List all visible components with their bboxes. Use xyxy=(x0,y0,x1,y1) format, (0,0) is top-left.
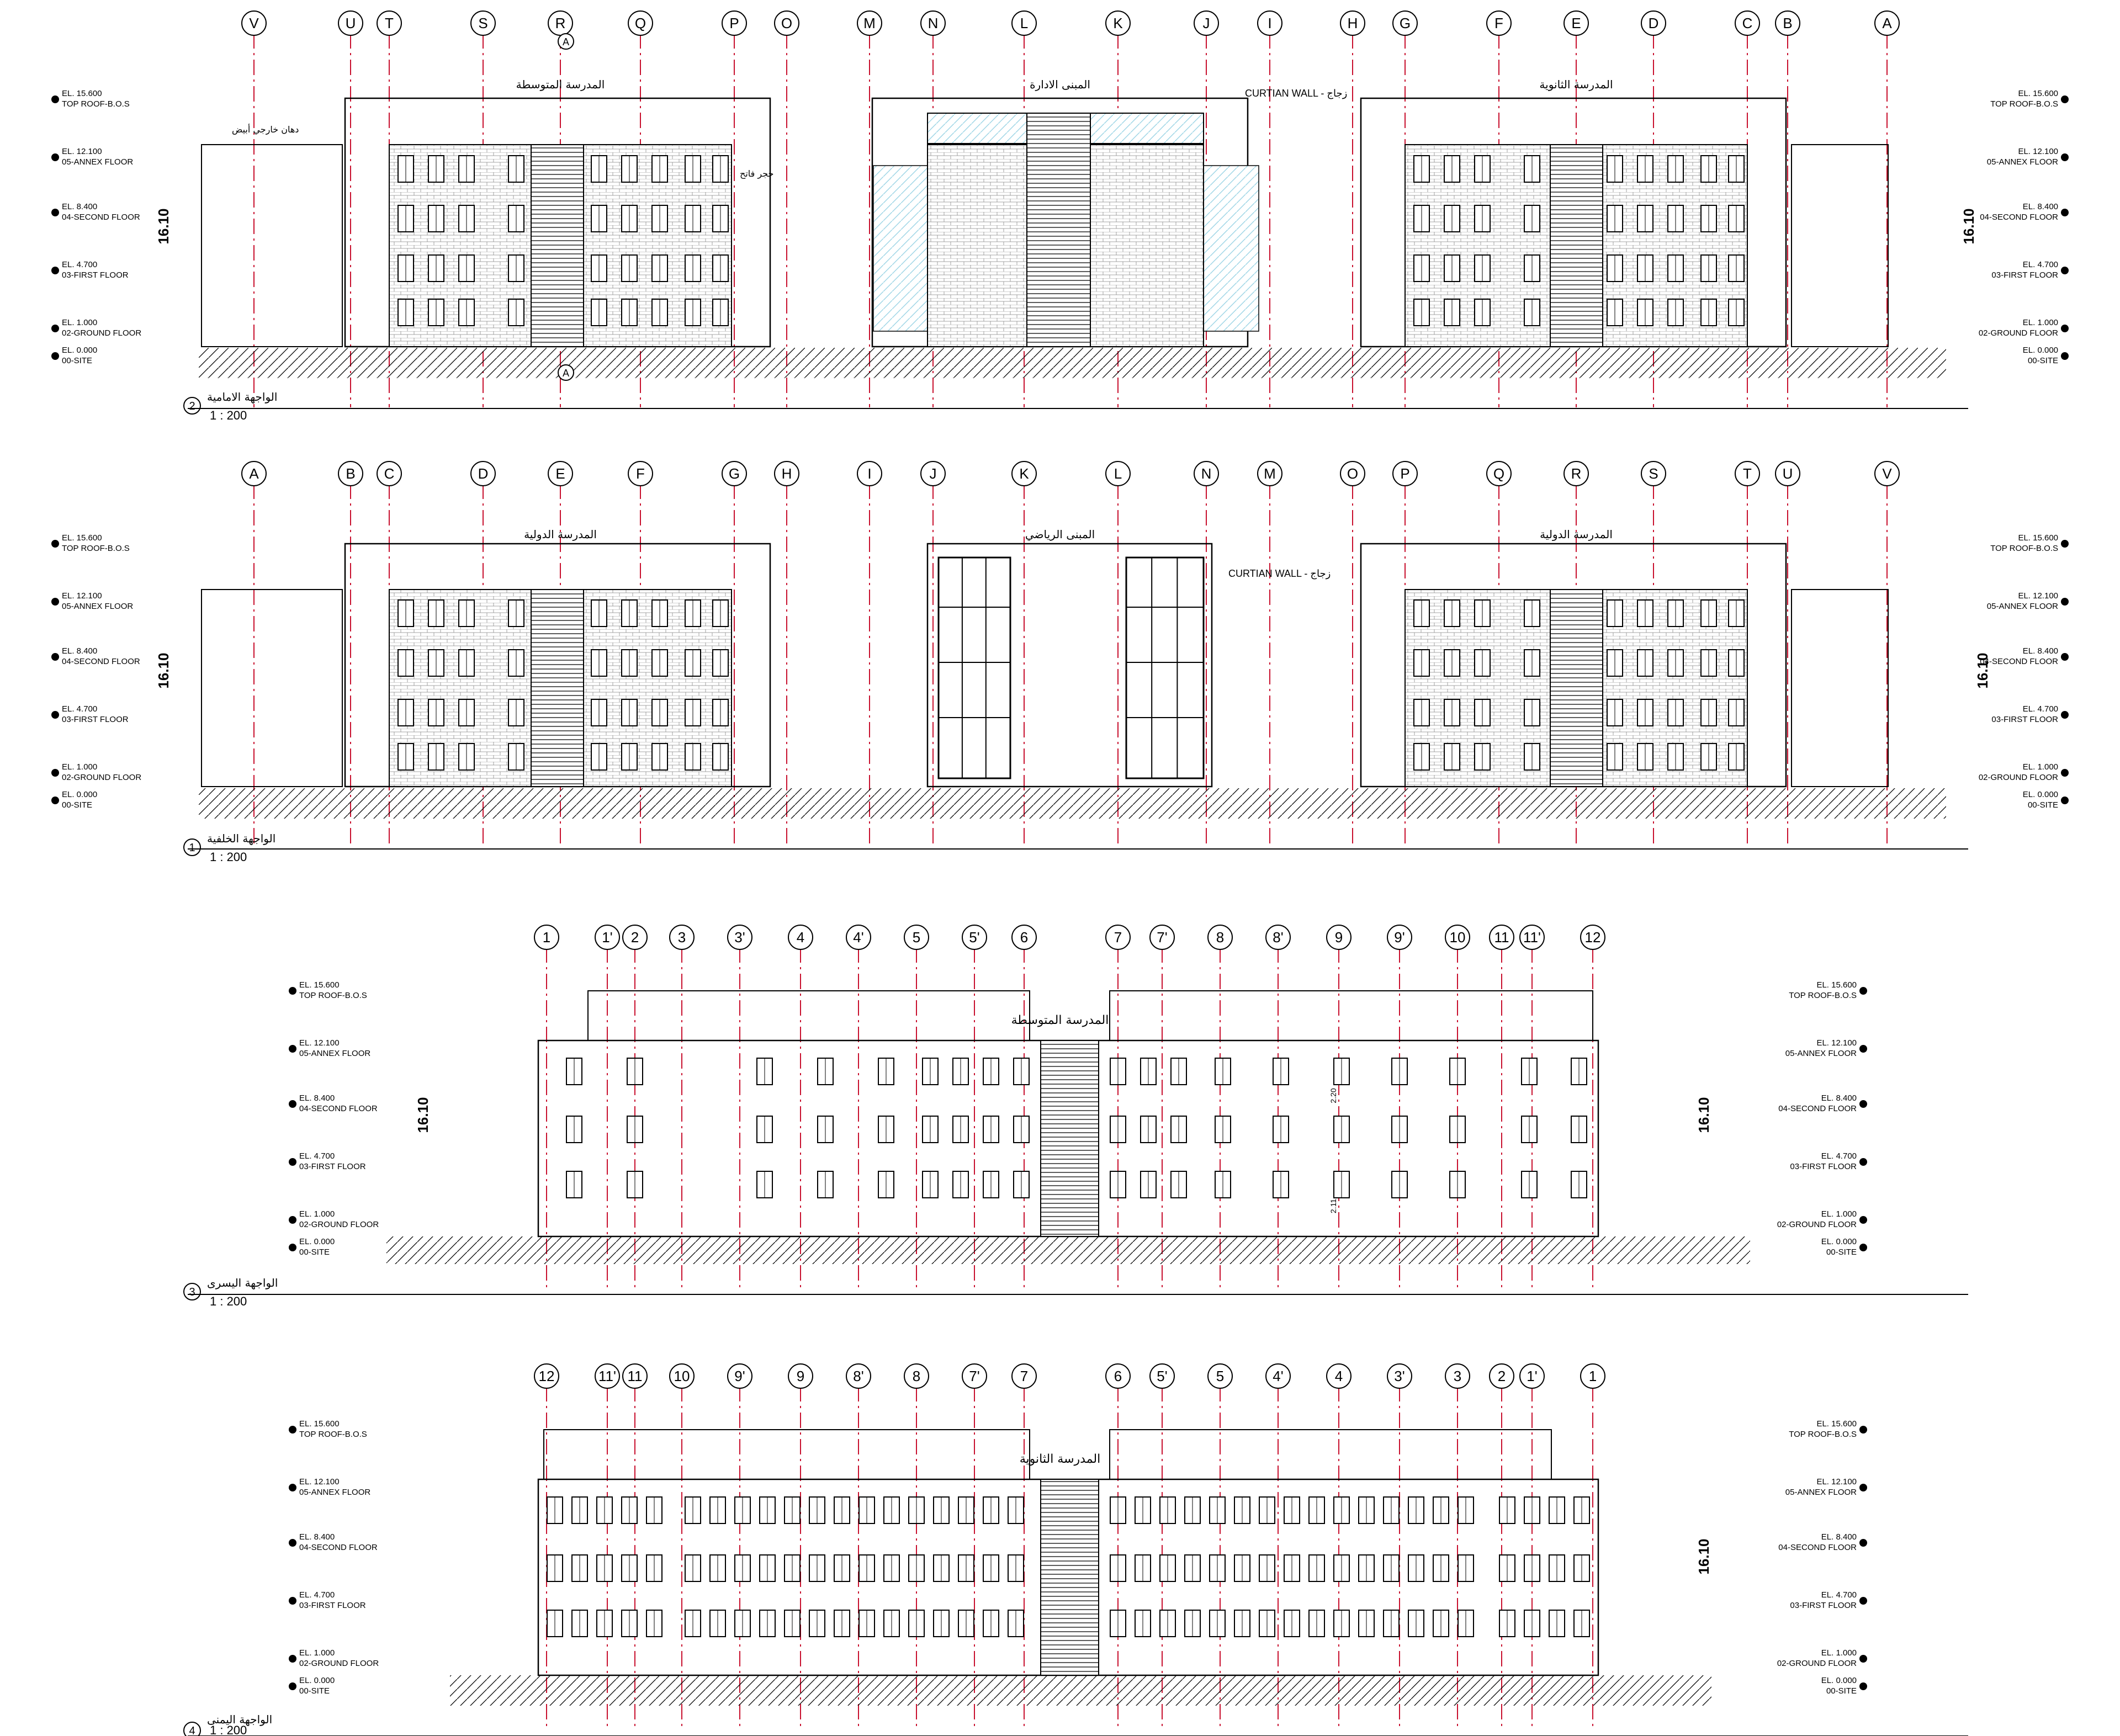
level-elevation: EL. 15.600 xyxy=(299,980,340,990)
level-name: 05-ANNEX FLOOR xyxy=(1986,602,2058,611)
view-title: الواجهة اليسرى xyxy=(207,1276,278,1289)
level-marker-icon xyxy=(2061,653,2069,661)
level-elevation: EL. 4.700 xyxy=(299,1590,335,1600)
stair-tower-admin xyxy=(1027,113,1090,347)
level-elevation: EL. 0.000 xyxy=(62,790,98,799)
level-marker-icon xyxy=(2061,352,2069,360)
level-elevation: EL. 15.600 xyxy=(1816,1419,1857,1429)
grid-label: R xyxy=(555,15,566,31)
level-name: 04-SECOND FLOOR xyxy=(1778,1543,1857,1552)
grid-label: Q xyxy=(634,15,646,31)
level-elevation: EL. 12.100 xyxy=(62,147,102,156)
view-scale: 1 : 200 xyxy=(210,1294,247,1308)
building-name: المبنى الادارة xyxy=(1030,78,1090,91)
level-name: TOP ROOF-B.O.S xyxy=(62,544,130,553)
view-title: الواجهة الخلفية xyxy=(207,832,276,845)
level-name: 04-SECOND FLOOR xyxy=(299,1104,378,1113)
curtain-wall-right xyxy=(1126,558,1204,778)
level-name: 05-ANNEX FLOOR xyxy=(1785,1488,1857,1497)
level-elevation: EL. 1.000 xyxy=(2022,762,2058,772)
level-marker-icon xyxy=(1859,1539,1867,1547)
level-elevation: EL. 0.000 xyxy=(2022,346,2058,355)
level-marker-icon xyxy=(1859,1426,1867,1434)
grid-label: 12 xyxy=(1584,929,1601,946)
grid-label: V xyxy=(249,15,259,31)
level-elevation: EL. 1.000 xyxy=(62,762,98,772)
level-elevation: EL. 8.400 xyxy=(62,646,98,656)
grid-label: 10 xyxy=(1449,929,1466,946)
dim-total: 16.10 xyxy=(155,208,172,245)
grid-label: V xyxy=(1882,465,1892,482)
grid-label: U xyxy=(1782,465,1793,482)
grid-label: F xyxy=(636,465,645,482)
grid-label: L xyxy=(1020,15,1029,31)
grid-label: 6 xyxy=(1114,1368,1122,1384)
level-name: TOP ROOF-B.O.S xyxy=(299,1430,367,1439)
annex-left xyxy=(202,145,342,347)
stair-tower-left xyxy=(531,590,584,787)
level-marker-icon xyxy=(51,325,59,332)
level-marker-icon xyxy=(289,1682,296,1690)
level-name: 02-GROUND FLOOR xyxy=(1777,1659,1857,1668)
level-elevation: EL. 1.000 xyxy=(299,1648,335,1658)
level-elevation: EL. 1.000 xyxy=(1821,1209,1857,1219)
paint-note: دهان خارجي أبيض xyxy=(232,124,299,135)
level-marker-icon xyxy=(289,987,296,995)
level-elevation: EL. 15.600 xyxy=(1816,980,1857,990)
grid-label: 3' xyxy=(1394,1368,1405,1384)
grid-label: H xyxy=(781,465,792,482)
grid-label: B xyxy=(1783,15,1793,31)
grid-label: 12 xyxy=(538,1368,555,1384)
grid-label: M xyxy=(1264,465,1276,482)
level-name: 02-GROUND FLOOR xyxy=(299,1220,379,1229)
building-name: المدرسة المتوسطة xyxy=(1011,1013,1109,1027)
level-elevation: EL. 1.000 xyxy=(299,1209,335,1219)
dim-total: 16.10 xyxy=(1960,208,1977,245)
level-marker-icon xyxy=(289,1426,296,1434)
level-elevation: EL. 15.600 xyxy=(2018,533,2058,543)
level-marker-icon xyxy=(289,1100,296,1108)
level-marker-icon xyxy=(51,352,59,360)
dim-total: 16.10 xyxy=(155,652,172,689)
level-marker-icon xyxy=(2061,540,2069,548)
grid-label: D xyxy=(478,465,489,482)
level-name: TOP ROOF-B.O.S xyxy=(1990,544,2058,553)
grid-label: 8 xyxy=(912,1368,921,1384)
level-marker-icon xyxy=(51,598,59,606)
level-name: 05-ANNEX FLOOR xyxy=(62,602,134,611)
level-marker-icon xyxy=(1859,1484,1867,1491)
level-name: 03-FIRST FLOOR xyxy=(299,1162,366,1171)
grid-label: I xyxy=(1268,15,1272,31)
grid-label: 5 xyxy=(1216,1368,1225,1384)
level-name: 02-GROUND FLOOR xyxy=(1978,773,2058,782)
grid-label: I xyxy=(867,465,872,482)
grid-label: 3' xyxy=(734,929,745,946)
level-name: 05-ANNEX FLOOR xyxy=(299,1049,371,1058)
grid-label: 4' xyxy=(853,929,864,946)
roof-volume-left xyxy=(544,1430,1030,1479)
building-outlines-right xyxy=(538,1430,1598,1675)
view-number: 3 xyxy=(189,1286,195,1298)
level-elevation: EL. 15.600 xyxy=(2018,89,2058,98)
level-name: 03-FIRST FLOOR xyxy=(1991,270,2058,280)
level-marker-icon xyxy=(51,267,59,274)
roof-volume-right xyxy=(1110,991,1593,1040)
view-title: الواجهة الامامية xyxy=(207,390,278,404)
level-marker-icon xyxy=(2061,209,2069,216)
level-name: 00-SITE xyxy=(299,1247,330,1257)
level-name: 04-SECOND FLOOR xyxy=(1778,1104,1857,1113)
glass-panel-left xyxy=(873,166,929,331)
grid-label: 2 xyxy=(630,929,639,946)
level-name: 03-FIRST FLOOR xyxy=(1790,1162,1857,1171)
level-name: 05-ANNEX FLOOR xyxy=(62,157,134,167)
level-marker-icon xyxy=(1859,1682,1867,1690)
grid-label: T xyxy=(1743,465,1752,482)
level-marker-icon xyxy=(2061,267,2069,274)
level-elevation: EL. 0.000 xyxy=(2022,790,2058,799)
view-scale: 1 : 200 xyxy=(210,1723,247,1736)
grid-label: C xyxy=(384,465,395,482)
elevation-left xyxy=(184,925,1968,1308)
level-name: 00-SITE xyxy=(1826,1686,1857,1696)
grid-label: 1' xyxy=(602,929,613,946)
grid-label: E xyxy=(1571,15,1581,31)
grid-label: M xyxy=(863,15,876,31)
level-name: 03-FIRST FLOOR xyxy=(299,1601,366,1610)
annex-left xyxy=(202,590,342,787)
level-name: 02-GROUND FLOOR xyxy=(1777,1220,1857,1229)
grid-label: 7 xyxy=(1114,929,1122,946)
level-elevation: EL. 12.100 xyxy=(299,1477,340,1487)
grid-label: 9 xyxy=(796,1368,805,1384)
glass-panel-right xyxy=(1204,166,1259,331)
grid-label: 11 xyxy=(1494,929,1509,946)
grid-label: O xyxy=(1347,465,1359,482)
grid-label: 6 xyxy=(1020,929,1029,946)
level-elevation: EL. 0.000 xyxy=(62,346,98,355)
grid-label: 8' xyxy=(853,1368,864,1384)
level-name: 03-FIRST FLOOR xyxy=(62,715,129,724)
level-name: 00-SITE xyxy=(62,800,93,810)
grid-label: C xyxy=(1742,15,1753,31)
level-name: 03-FIRST FLOOR xyxy=(1991,715,2058,724)
building-outlines-front xyxy=(202,98,1888,347)
level-name: 03-FIRST FLOOR xyxy=(1790,1601,1857,1610)
level-marker-icon xyxy=(289,1045,296,1053)
level-elevation: EL. 1.000 xyxy=(1821,1648,1857,1658)
level-marker-icon xyxy=(2061,797,2069,804)
level-name: TOP ROOF-B.O.S xyxy=(299,991,367,1000)
grid-label: 4' xyxy=(1273,1368,1284,1384)
curtain-wall-note: CURTIAN WALL - زجاج xyxy=(1245,88,1348,99)
building-name: المدرسة الدولية xyxy=(524,528,597,541)
level-name: 02-GROUND FLOOR xyxy=(62,328,142,338)
level-name: 03-FIRST FLOOR xyxy=(62,270,129,280)
grid-label: J xyxy=(929,465,937,482)
level-marker-icon xyxy=(1859,1655,1867,1663)
ground-hatch-front xyxy=(199,348,1946,378)
annex-right xyxy=(1792,145,1888,347)
grid-label: 11 xyxy=(627,1368,643,1384)
view-scale: 1 : 200 xyxy=(210,850,247,864)
building-name: المدرسة المتوسطة xyxy=(516,78,605,91)
grid-label: F xyxy=(1494,15,1503,31)
level-elevation: EL. 4.700 xyxy=(2022,704,2058,714)
grid-label: 7' xyxy=(969,1368,980,1384)
level-marker-icon xyxy=(1859,987,1867,995)
level-elevation: EL. 12.100 xyxy=(1816,1038,1857,1048)
grid-label: 9' xyxy=(734,1368,745,1384)
grid-label: D xyxy=(1648,15,1659,31)
grid-label: U xyxy=(345,15,356,31)
grid-label: A xyxy=(1882,15,1892,31)
dim-total: 16.10 xyxy=(415,1097,431,1133)
level-name: 00-SITE xyxy=(2027,356,2058,365)
stair-tower xyxy=(1041,1479,1099,1675)
level-elevation: EL. 4.700 xyxy=(62,260,98,269)
level-elevation: EL. 8.400 xyxy=(299,1532,335,1542)
ground-hatch-back xyxy=(199,788,1946,819)
level-elevation: EL. 8.400 xyxy=(2022,646,2058,656)
level-marker-icon xyxy=(289,1158,296,1166)
level-marker-icon xyxy=(289,1597,296,1605)
grid-label: S xyxy=(478,15,488,31)
grid-label: R xyxy=(1571,465,1582,482)
level-name: TOP ROOF-B.O.S xyxy=(1990,99,2058,109)
view-number: 1 xyxy=(189,842,195,854)
level-marker-icon xyxy=(51,797,59,804)
level-name: 02-GROUND FLOOR xyxy=(1978,328,2058,338)
curtain-wall-note: CURTIAN WALL - زجاج xyxy=(1228,568,1331,579)
level-elevation: EL. 4.700 xyxy=(1821,1590,1857,1600)
level-elevation: EL. 0.000 xyxy=(1821,1676,1857,1685)
level-name: TOP ROOF-B.O.S xyxy=(62,99,130,109)
grid-label: 7 xyxy=(1020,1368,1029,1384)
level-elevation: EL. 0.000 xyxy=(1821,1237,1857,1246)
grid-label: 8' xyxy=(1273,929,1284,946)
grid-label: 1' xyxy=(1527,1368,1538,1384)
level-elevation: EL. 12.100 xyxy=(2018,147,2058,156)
level-marker-icon xyxy=(51,540,59,548)
elevation-right xyxy=(184,1364,1968,1736)
ground-hatch-left xyxy=(386,1236,1750,1264)
building-outlines-left xyxy=(538,991,1598,1236)
building-name: المدرسة الثانوية xyxy=(1539,78,1613,91)
stair-tower-right xyxy=(1550,145,1603,347)
grid-label: 11' xyxy=(598,1368,616,1384)
grid-label: 10 xyxy=(674,1368,690,1384)
level-marker-icon xyxy=(51,95,59,103)
grid-label: N xyxy=(1201,465,1212,482)
grid-label: B xyxy=(346,465,356,482)
ground-hatch-right xyxy=(450,1675,1711,1706)
grid-label: 2 xyxy=(1497,1368,1506,1384)
level-name: TOP ROOF-B.O.S xyxy=(1789,991,1857,1000)
level-name: TOP ROOF-B.O.S xyxy=(1789,1430,1857,1439)
grid-label: H xyxy=(1347,15,1358,31)
dim-total: 16.10 xyxy=(1974,652,1991,689)
level-marker-icon xyxy=(289,1216,296,1224)
section-marker-label: A xyxy=(562,368,570,379)
level-elevation: EL. 15.600 xyxy=(62,89,102,98)
curtain-wall-left xyxy=(939,558,1010,778)
view-number: 4 xyxy=(189,1725,195,1736)
grid-label: 5' xyxy=(969,929,980,946)
grid-label: S xyxy=(1649,465,1658,482)
grid-label: G xyxy=(728,465,740,482)
grid-label: 1 xyxy=(1588,1368,1597,1384)
detail-dim: 2.20 xyxy=(1329,1088,1338,1103)
grid-label: K xyxy=(1019,465,1029,482)
level-elevation: EL. 12.100 xyxy=(2018,591,2058,601)
grid-label: L xyxy=(1114,465,1122,482)
grid-label: O xyxy=(781,15,793,31)
level-elevation: EL. 0.000 xyxy=(299,1237,335,1246)
grid-label: 1 xyxy=(542,929,551,946)
grid-label: N xyxy=(928,15,939,31)
section-marker-label: A xyxy=(562,36,570,47)
roof-volume-left xyxy=(588,991,1030,1040)
grid-label: 9 xyxy=(1334,929,1343,946)
grid-label: J xyxy=(1202,15,1210,31)
level-elevation: EL. 4.700 xyxy=(62,704,98,714)
grid-label: P xyxy=(1400,465,1410,482)
level-name: 02-GROUND FLOOR xyxy=(62,773,142,782)
level-marker-icon xyxy=(51,653,59,661)
grid-label: 3 xyxy=(1453,1368,1462,1384)
grid-label: 3 xyxy=(677,929,686,946)
level-name: 04-SECOND FLOOR xyxy=(62,213,140,222)
dim-total: 16.10 xyxy=(1695,1097,1712,1133)
grid-label: Q xyxy=(1493,465,1505,482)
level-marker-icon xyxy=(2061,769,2069,777)
detail-dim: 2.11 xyxy=(1329,1198,1338,1214)
level-name: 00-SITE xyxy=(2027,800,2058,810)
level-marker-icon xyxy=(2061,711,2069,719)
level-name: 00-SITE xyxy=(1826,1247,1857,1257)
annex-right xyxy=(1792,590,1888,787)
level-elevation: EL. 8.400 xyxy=(2022,202,2058,211)
level-name: 00-SITE xyxy=(62,356,93,365)
level-elevation: EL. 8.400 xyxy=(62,202,98,211)
grid-label: P xyxy=(729,15,739,31)
view-scale: 1 : 200 xyxy=(210,408,247,422)
view-number: 2 xyxy=(189,400,195,412)
level-name: 04-SECOND FLOOR xyxy=(1980,657,2058,666)
building-name: المبنى الرياضي xyxy=(1025,528,1095,541)
level-name: 04-SECOND FLOOR xyxy=(62,657,140,666)
level-marker-icon xyxy=(2061,153,2069,161)
grid-label: G xyxy=(1399,15,1411,31)
grid-label: 9' xyxy=(1394,929,1405,946)
level-marker-icon xyxy=(51,209,59,216)
level-marker-icon xyxy=(51,153,59,161)
level-elevation: EL. 15.600 xyxy=(299,1419,340,1429)
level-elevation: EL. 1.000 xyxy=(2022,318,2058,327)
level-name: 02-GROUND FLOOR xyxy=(299,1659,379,1668)
level-name: 04-SECOND FLOOR xyxy=(1980,213,2058,222)
level-elevation: EL. 0.000 xyxy=(299,1676,335,1685)
grid-label: 8 xyxy=(1216,929,1225,946)
level-elevation: EL. 4.700 xyxy=(2022,260,2058,269)
grid-label: T xyxy=(385,15,394,31)
level-marker-icon xyxy=(2061,325,2069,332)
level-marker-icon xyxy=(51,711,59,719)
stair-tower xyxy=(1041,1040,1099,1236)
level-marker-icon xyxy=(2061,95,2069,103)
level-elevation: EL. 12.100 xyxy=(62,591,102,601)
building-name: المدرسة الثانوية xyxy=(1019,1452,1101,1466)
level-marker-icon xyxy=(1859,1045,1867,1053)
level-name: 05-ANNEX FLOOR xyxy=(299,1488,371,1497)
level-name: 05-ANNEX FLOOR xyxy=(1785,1049,1857,1058)
level-elevation: EL. 15.600 xyxy=(62,533,102,543)
grid-label: 5 xyxy=(912,929,921,946)
level-elevation: EL. 12.100 xyxy=(1816,1477,1857,1487)
grid-label: E xyxy=(555,465,565,482)
dim-total: 16.10 xyxy=(1695,1538,1712,1575)
stone-note: حجر فاتح xyxy=(740,168,774,179)
stair-tower-left xyxy=(531,145,584,347)
level-marker-icon xyxy=(1859,1216,1867,1224)
grid-label: 7' xyxy=(1157,929,1168,946)
level-marker-icon xyxy=(51,769,59,777)
grid-label: 11' xyxy=(1523,929,1541,946)
level-marker-icon xyxy=(289,1244,296,1251)
level-name: 05-ANNEX FLOOR xyxy=(1986,157,2058,167)
building-outlines-back xyxy=(202,544,1888,787)
grid-label: 4 xyxy=(1334,1368,1343,1384)
level-elevation: EL. 1.000 xyxy=(62,318,98,327)
level-name: 04-SECOND FLOOR xyxy=(299,1543,378,1552)
grid-label: A xyxy=(249,465,259,482)
level-marker-icon xyxy=(1859,1158,1867,1166)
grid-label: 4 xyxy=(796,929,805,946)
level-marker-icon xyxy=(2061,598,2069,606)
level-marker-icon xyxy=(289,1539,296,1547)
grid-label: 5' xyxy=(1157,1368,1168,1384)
level-marker-icon xyxy=(289,1655,296,1663)
building-name: المدرسة الدولية xyxy=(1540,528,1613,541)
level-elevation: EL. 8.400 xyxy=(1821,1532,1857,1542)
level-elevation: EL. 4.700 xyxy=(299,1151,335,1161)
level-marker-icon xyxy=(1859,1100,1867,1108)
level-elevation: EL. 8.400 xyxy=(1821,1093,1857,1103)
view-title: الواجهة اليمنى xyxy=(207,1713,273,1726)
level-marker-icon xyxy=(1859,1597,1867,1605)
level-marker-icon xyxy=(289,1484,296,1491)
stair-tower-right xyxy=(1550,590,1603,787)
level-elevation: EL. 8.400 xyxy=(299,1093,335,1103)
roof-volume-right xyxy=(1110,1430,1551,1479)
level-elevation: EL. 4.700 xyxy=(1821,1151,1857,1161)
level-marker-icon xyxy=(1859,1244,1867,1251)
level-elevation: EL. 12.100 xyxy=(299,1038,340,1048)
grid-label: K xyxy=(1113,15,1123,31)
level-name: 00-SITE xyxy=(299,1686,330,1696)
